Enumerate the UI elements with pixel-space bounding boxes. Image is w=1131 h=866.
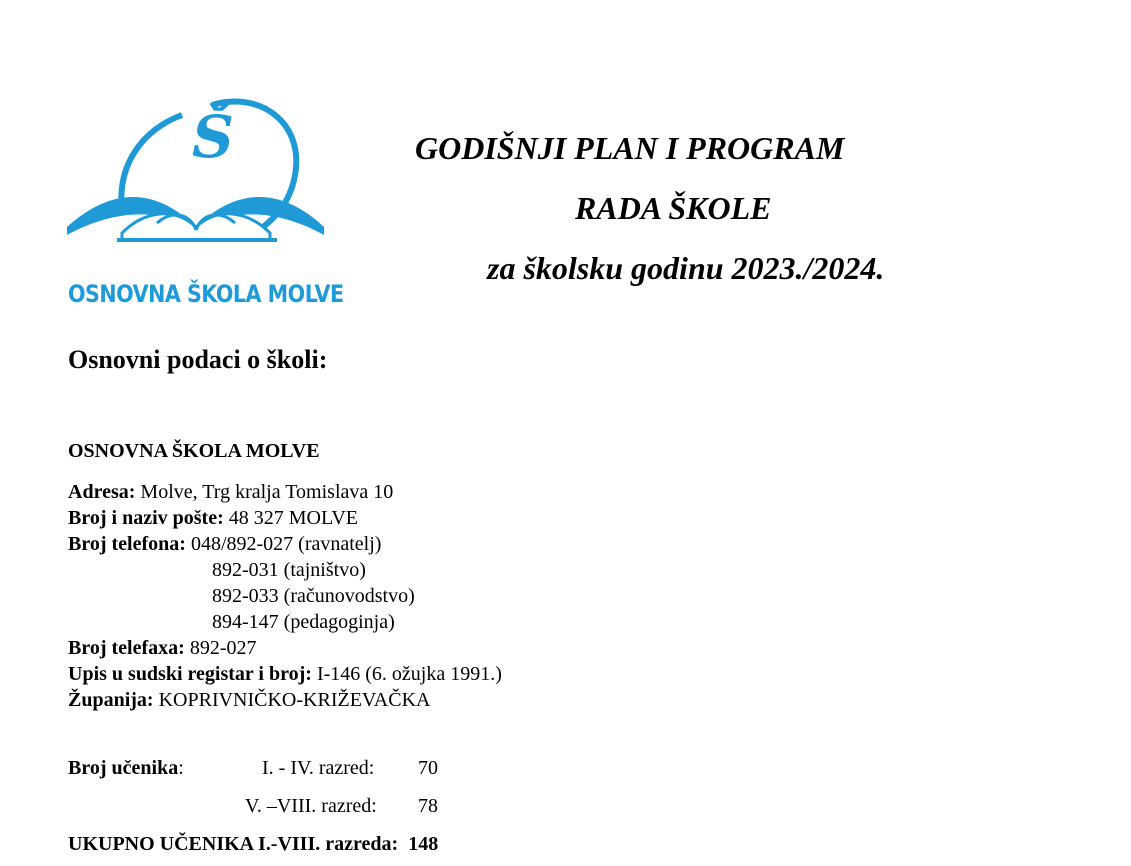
phone-label: Broj telefona: [68,533,186,555]
phone-value-2: 892-031 (tajništvo) [212,559,366,581]
registry-value: I-146 (6. ožujka 1991.) [311,663,502,685]
school-logo [62,85,344,315]
students-group-2-range: V. –VIII. razred: [245,795,377,817]
students-total-label: UKUPNO UČENIKA I.-VIII. razreda: [68,833,399,855]
phone-row [68,531,381,557]
students-total-value: 148 [408,833,439,855]
title-line-1: GODIŠNJI PLAN I PROGRAM [415,130,845,166]
students-group-1-range: I. - IV. razred: [262,757,375,779]
phone-value-4: 894-147 (pedagoginja) [212,611,395,633]
address-row [68,479,393,505]
students-colon: : [178,757,184,779]
school-name: OSNOVNA ŠKOLA MOLVE [68,440,320,462]
post-label: Broj i naziv pošte: [68,507,224,529]
address-label: Adresa: [68,481,136,503]
registry-row [68,661,502,687]
title-line-2: RADA ŠKOLE [575,190,772,226]
book-heart-logo-icon [62,85,332,285]
students-label: Broj učenika [68,757,179,779]
logo-name: OSNOVNA ŠKOLA MOLVE [68,280,344,308]
fax-row [68,635,256,661]
logo-letter: Š [192,103,234,171]
students-label-row [68,755,184,781]
county-label: Županija: [68,689,154,711]
county-value: KOPRIVNIČKO-KRIŽEVAČKA [153,689,431,711]
post-row [68,505,358,531]
students-total-row [68,833,438,856]
section-heading: Osnovni podaci o školi: [68,345,328,374]
phone-value-1: 048/892-027 (ravnatelj) [190,533,382,555]
post-value: 48 327 MOLVE [223,507,359,529]
address-value: Molve, Trg kralja Tomislava 10 [135,481,394,503]
county-row [68,687,430,713]
registry-label: Upis u sudski registar i broj: [68,663,312,685]
students-group-1-count: 70 [418,757,438,779]
phone-value-3: 892-033 (računovodstvo) [212,585,415,607]
students-group-2-count: 78 [418,795,438,817]
title-line-3: za školsku godinu 2023./2024. [487,250,885,286]
fax-label: Broj telefaxa: [68,637,185,659]
fax-value: 892-027 [184,637,257,659]
